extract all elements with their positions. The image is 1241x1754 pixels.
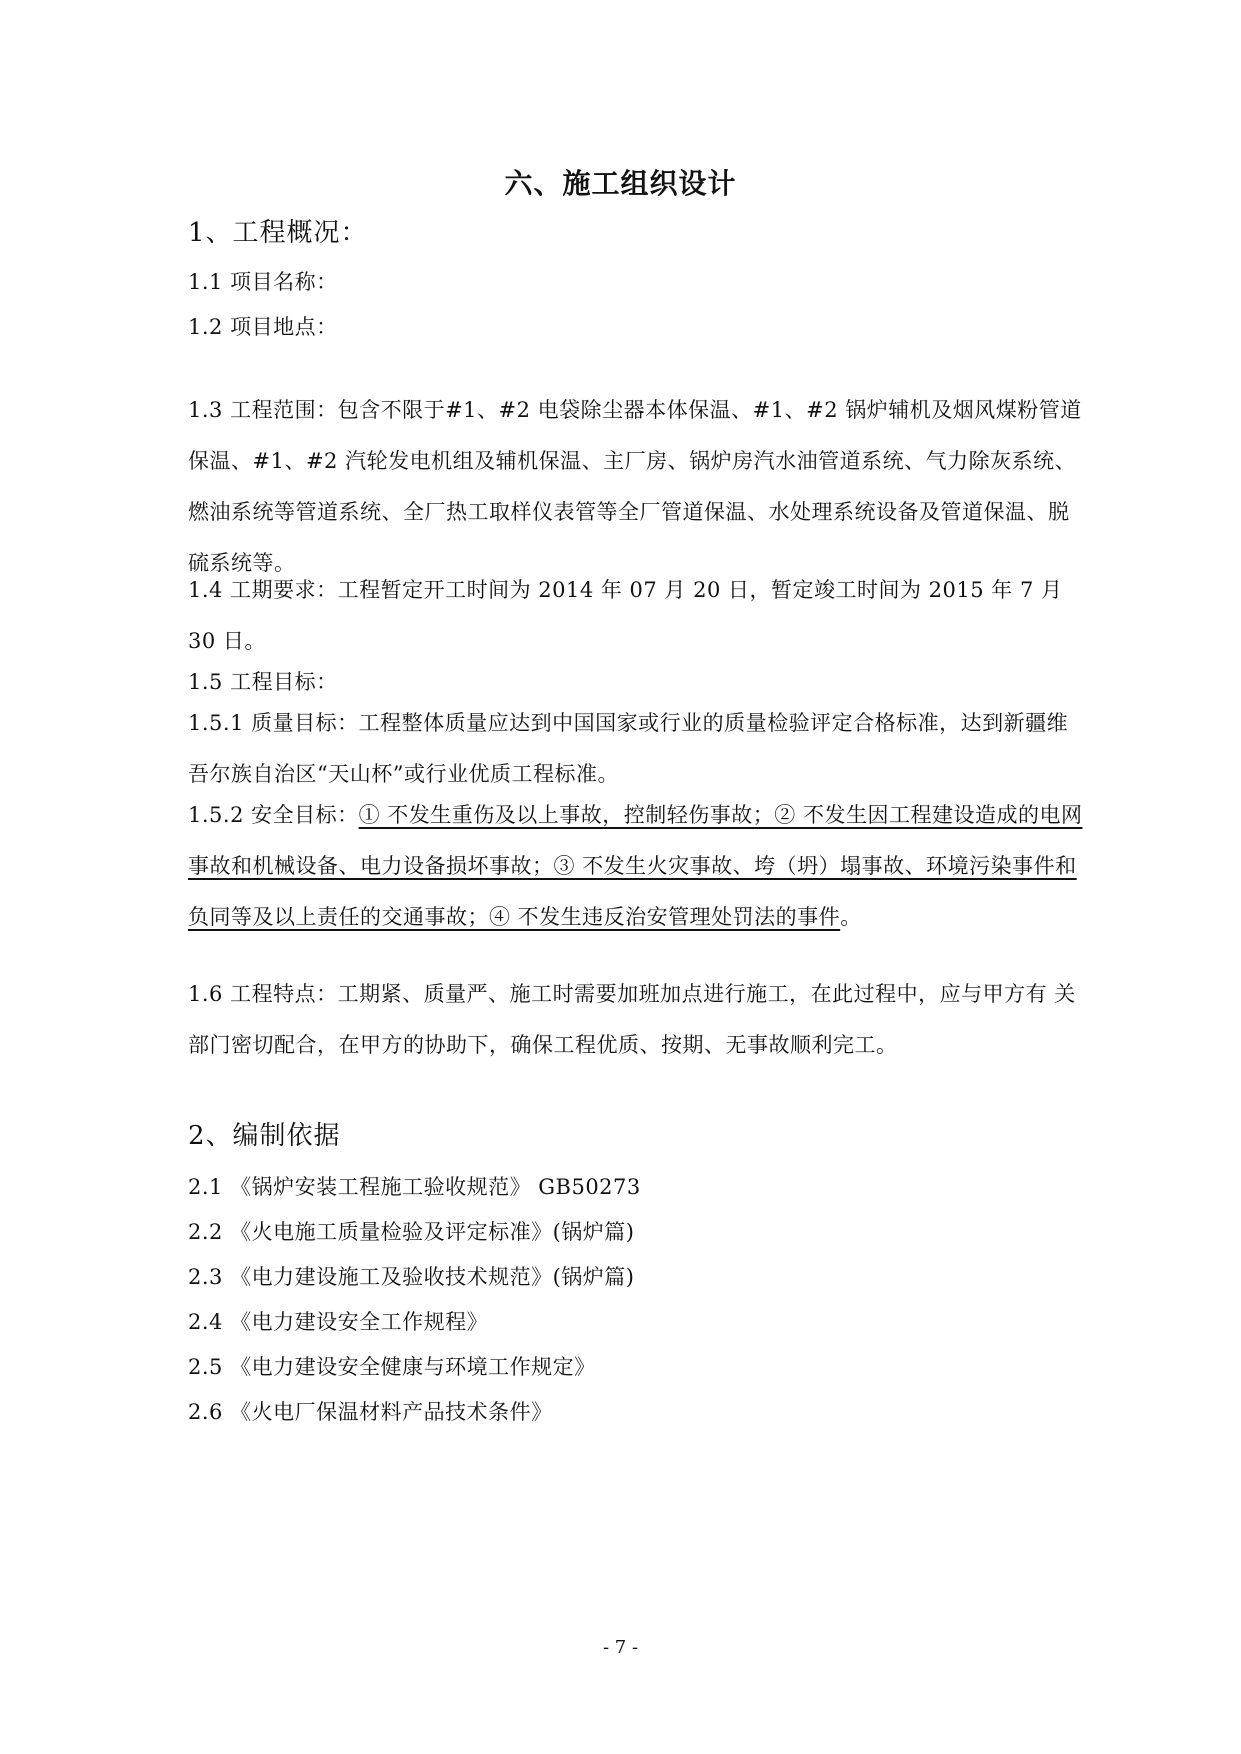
section-2-heading: 2、编制依据 (188, 1121, 341, 1151)
page-number: - 7 - (602, 1637, 639, 1658)
item-1-5-1: 1.5.1 质量目标：工程整体质量应达到中国国家或行业的质量检验评定合格标准，达到新疆维吾尔族自治区“天山杯”或行业优质工程标准。 (188, 711, 1069, 786)
item-1-5: 1.5 工程目标： (188, 670, 338, 694)
reference-item: 2.3 《电力建设施工及验收技术规范》(锅炉篇) (188, 1265, 635, 1289)
section-1-heading: 1、工程概况： (188, 218, 368, 248)
item-1-6: 1.6 工程特点：工期紧、质量严、施工时需要加班加点进行施工，在此过程中，应与甲方有 关部门密切配合，在甲方的协助下，确保工程优质、按期、无事故顺利完工。 (188, 982, 1076, 1057)
reference-item: 2.2 《火电施工质量检验及评定标准》(锅炉篇) (188, 1220, 635, 1244)
reference-item: 2.6 《火电厂保温材料产品技术条件》 (188, 1400, 553, 1424)
page-title: 六、施工组织设计 (504, 167, 737, 200)
item-1-3: 1.3 工程范围：包含不限于#1、#2 电袋除尘器本体保温、#1、#2 锅炉辅机及烟风煤粉管道保温、#1、#2 汽轮发电机组及辅机保温、主厂房、锅炉房汽水油管道系统、气力除灰系统、燃油系统等管道系统、全厂热工取样仪表管等全厂管道保温、水处理系统设备及管道保温、脱硫系统等。 (188, 398, 1082, 575)
item-1-5-2 (188, 790, 1088, 943)
item-1-2: 1.2 项目地点： (188, 315, 338, 339)
reference-item: 2.5 《电力建设安全健康与环境工作规定》 (188, 1355, 596, 1379)
reference-item: 2.1 《锅炉安装工程施工验收规范》 GB50273 (188, 1175, 641, 1199)
reference-item: 2.4 《电力建设安全工作规程》 (188, 1310, 489, 1334)
item-1-5-2-end: 。 (840, 905, 862, 929)
item-1-5-2-body: ① 不发生重伤及以上事故，控制轻伤事故；② 不发生因工程建设造成的电网事故和机械设备、电力设备损坏事故；③ 不发生火灾事故、垮（坍）塌事故、环境污染事件和负同等及以上责任的交通事故；④ 不发生违反治安管理处罚法的事件 (188, 803, 1083, 929)
item-1-5-2-prefix: 1.5.2 安全目标： (188, 803, 359, 827)
item-1-1: 1.1 项目名称： (188, 270, 338, 294)
item-1-4: 1.4 工期要求：工程暂定开工时间为 2014 年 07 月 20 日，暂定竣工时间为 2015 年 7 月 30 日。 (188, 578, 1063, 653)
